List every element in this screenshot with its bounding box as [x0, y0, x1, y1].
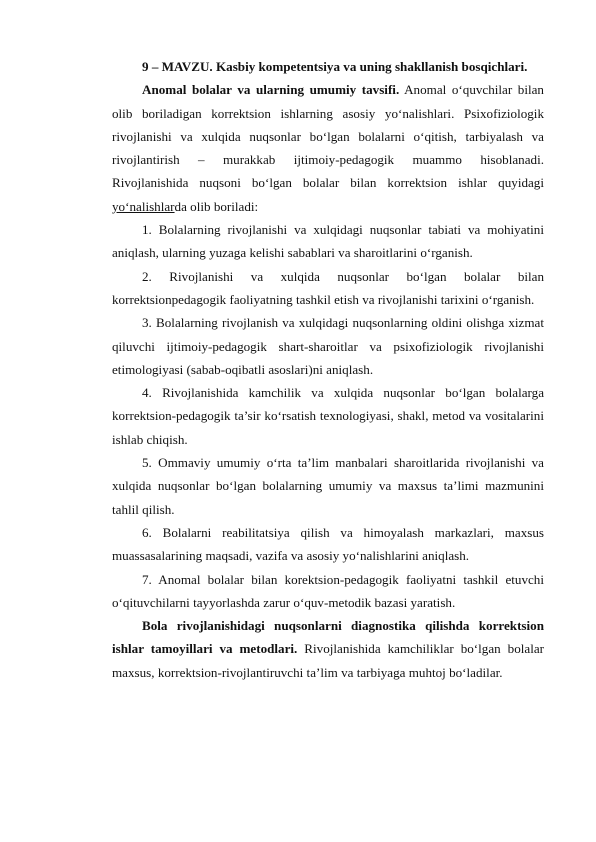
chapter-title: 9 – MAVZU. Kasbiy kompetentsiya va uning shakllanish bosqichlari. [142, 59, 528, 74]
paragraph-text: Anomal o‘quvchilar bilan olib boriladigan korrektsion ishlarning asosiy yo‘nalishlari. Psixofiziologik rivojlanishi va xulqida nuqsonlar bo‘lgan bolalarni o‘qitish, tarbiyalash va rivojlantirish – murakkab ijtimoiy-pedagogik muammo hisoblanadi. Rivojlanishida nuqsoni bo‘lgan bolalar bilan korrektsion ishlar quyidagi [112, 82, 544, 191]
list-item-3: 3. Bolalarning rivojlanish va xulqidagi nuqsonlarning oldini olishga xizmat qiluvchi ijtimoiy-pedagogik shart-sharoitlar va psixofiziologik rivojlanishi etimologiyasi (sabab-oqibatli asoslari)ni aniqlash. [112, 315, 544, 377]
section-heading: Bola rivojlanishidagi nuqsonlarni diagnostika qilishda korrektsion ishlar tamoyillari va metodlari. [112, 618, 544, 657]
section-paragraph-anomal-children [112, 78, 544, 218]
list-item-2: 2. Rivojlanishi va xulqida nuqsonlar bo‘lgan bolalar bilan korrektsionpedagogik faoliyatning tashkil etish va rivojlanishi tarixini o‘rganish. [112, 268, 544, 307]
list-item-5: 5. Ommaviy umumiy o‘rta ta’lim manbalari sharoitlarida rivojlanishi va xulqida nuqsonlar bo‘lgan bolalarning umumiy va maxsus ta’limi mazmunini tahlil qilish. [112, 455, 544, 517]
section-paragraph-diagnostics [112, 614, 544, 684]
paragraph-tail: da olib boriladi: [174, 198, 259, 214]
paragraph-text: Rivojlanishida kamchiliklar bo‘lgan bolalar maxsus, korrektsion-rivojlantiruvchi ta’lim va tarbiyaga muhtoj bo‘ladilar. [112, 641, 545, 680]
list-item-1: 1. Bolalarning rivojlanishi va xulqidagi nuqsonlar tabiati va mohiyatini aniqlash, ularning yuzaga kelishi sabablari va sharoitlarini o‘rganish. [112, 222, 544, 261]
list-item-6: 6. Bolalarni reabilitatsiya qilish va himoyalash markazlari, maxsus muassasalarining maqsadi, vazifa va asosiy yo‘nalishlarini aniqlash. [112, 524, 544, 564]
list-item-4: 4. Rivojlanishida kamchilik va xulqida nuqsonlar bo‘lgan bolalarga korrektsion-pedagogik ta’sir ko‘rsatish texnologiyasi, shakl, metod va vositalarini ishlab chiqish. [112, 385, 544, 447]
section-heading: Anomal bolalar va ularning umumiy tavsifi. [142, 82, 400, 98]
document-page [112, 55, 544, 684]
list-item-7: 7. Anomal bolalar bilan korektsion-pedagogik faoliyatni tashkil etuvchi o‘qituvchilarni tayyorlashda zarur o‘quv-metodik bazasi yaratish. [112, 571, 544, 610]
underlined-word: yo‘nalishlar [112, 198, 175, 214]
